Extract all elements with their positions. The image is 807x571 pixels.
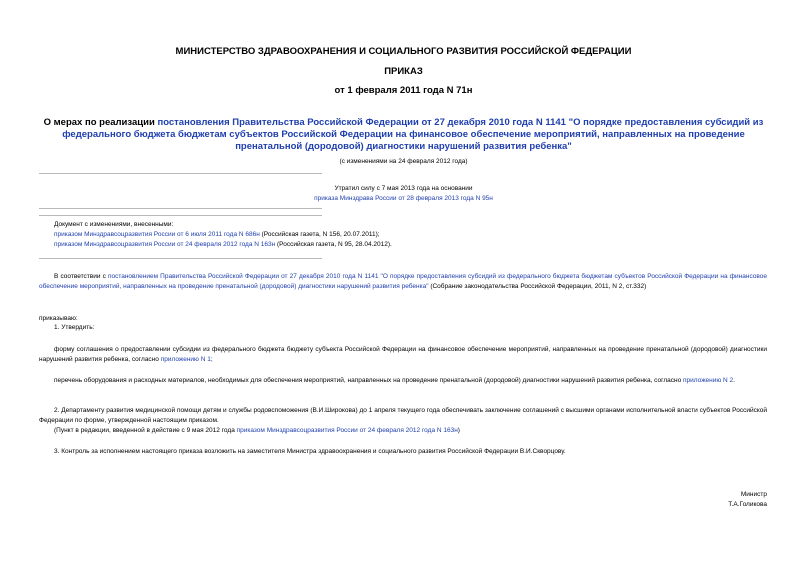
item-2-note: (Пункт в редакции, введенной в действие с 9 мая 2012 года приказом Минздравсоцразвития России от 24 февраля 2012 года N 163н) bbox=[54, 427, 460, 434]
change-item: приказом Минздравсоцразвития России от 24 февраля 2012 года N 163н (Российская газета, N 95, 28.04.2012). bbox=[54, 241, 392, 248]
item-3-paragraph: 3. Контроль за исполнением настоящего приказа возложить на заместителя Министра здравоохранения и социального развития Российской Федерации В.И.Скворцову. bbox=[54, 448, 566, 455]
order-word: приказываю: bbox=[39, 315, 78, 322]
signature-block bbox=[728, 490, 767, 510]
ministry-heading: МИНИСТЕРСТВО ЗДРАВООХРАНЕНИЯ И СОЦИАЛЬНОГО РАЗВИТИЯ РОССИЙСКОЙ ФЕДЕРАЦИИ bbox=[175, 46, 632, 57]
change-link[interactable]: приказом Минздравсоцразвития России от 24 февраля 2012 года N 163н bbox=[54, 241, 276, 248]
divider-line bbox=[39, 258, 322, 259]
preamble-resolution-link[interactable]: постановлением Правительства Российской Федерации от 27 декабря 2010 года N 1141 "О порядке предоставления субсидий из федерального бюджета бюджетам субъектов Российской Федерации на финансовое обеспечение мероприятий, направленных на проведение пренатальной (дородовой) диагностики нарушений развития ребенка" bbox=[39, 273, 768, 290]
preamble-paragraph: В соответствии с постановлением Правительства Российской Федерации от 27 декабря 2010 года N 1141 "О порядке предоставления субсидий из федерального бюджета бюджетам субъектов Российской Федерации на финансовое обеспечение мероприятий, направленных на проведение пренатальной (дородовой) диагностики нарушений развития ребенка" (Собрание законодательства Российской Федерации, 2011, N 2, ст.332) bbox=[39, 273, 768, 290]
change-item: приказом Минздравсоцразвития России от 6 июля 2011 года N 686н (Российская газета, N 156, 20.07.2011); bbox=[54, 231, 380, 238]
changes-block bbox=[54, 220, 774, 250]
title-resolution-link[interactable]: постановления Правительства Российской Федерации от 27 декабря 2010 года N 1141 "О порядке предоставления субсидий из федерального бюджета бюджетам субъектов Российской Федерации на финансовое обеспечение мероприятий, направленных на проведение пренатальной (дородовой) диагностики нарушений развития ребенка" bbox=[62, 117, 764, 152]
order-heading: ПРИКАЗ bbox=[384, 66, 423, 77]
title-prefix: О мерах по реализации bbox=[43, 117, 158, 128]
item-2-amendment-link[interactable]: приказом Минздравсоцразвития России от 24 февраля 2012 года N 163н bbox=[236, 427, 458, 434]
divider-line bbox=[39, 215, 322, 216]
change-link[interactable]: приказом Минздравсоцразвития России от 6 июля 2011 года N 686н bbox=[54, 231, 260, 238]
expired-text: Утратил силу с 7 мая 2013 года на основании bbox=[334, 185, 473, 192]
item-1: 1. Утвердить: bbox=[54, 324, 95, 331]
order-title bbox=[40, 117, 767, 153]
amended-note: (с изменениями на 24 февраля 2012 года) bbox=[339, 158, 468, 165]
item-2-paragraph: 2. Департаменту развития медицинской помощи детям и службы родовспоможения (В.И.Широкова) до 1 апреля текущего года обеспечивать заключение соглашений с высшими органами исполнительной власти субъектов Российской Федерации по форме, утвержденной настоящим приказом. bbox=[39, 407, 767, 424]
signature-position: Министр bbox=[740, 491, 767, 498]
divider-line bbox=[39, 208, 322, 209]
item-1b-paragraph: перечень оборудования и расходных материалов, необходимых для обеспечения мероприятий, направленных на проведение пренатальной (дородовой) диагностики нарушений развития ребенка, согласно приложению N 2. bbox=[54, 377, 735, 384]
expired-order-link[interactable]: приказа Минздрава России от 28 февраля 2013 года N 95н bbox=[314, 195, 493, 202]
changes-intro: Документ с изменениями, внесенными: bbox=[54, 221, 174, 228]
appendix-1-link[interactable]: приложению N 1 bbox=[160, 356, 211, 363]
expired-notice bbox=[0, 184, 807, 204]
appendix-2-link[interactable]: приложению N 2 bbox=[683, 377, 734, 384]
item-1a-paragraph: форму соглашения о предоставлении субсидии из федерального бюджета бюджету субъекта Российской Федерации на финансовое обеспечение мероприятий, направленных на проведение пренатальной (дородовой) диагностики нарушений развития ребенка, согласно приложению N 1; bbox=[39, 346, 767, 363]
order-date-number: от 1 февраля 2011 года N 71н bbox=[334, 85, 473, 96]
divider-line bbox=[39, 173, 322, 174]
signature-name: Т.А.Голикова bbox=[728, 501, 767, 508]
